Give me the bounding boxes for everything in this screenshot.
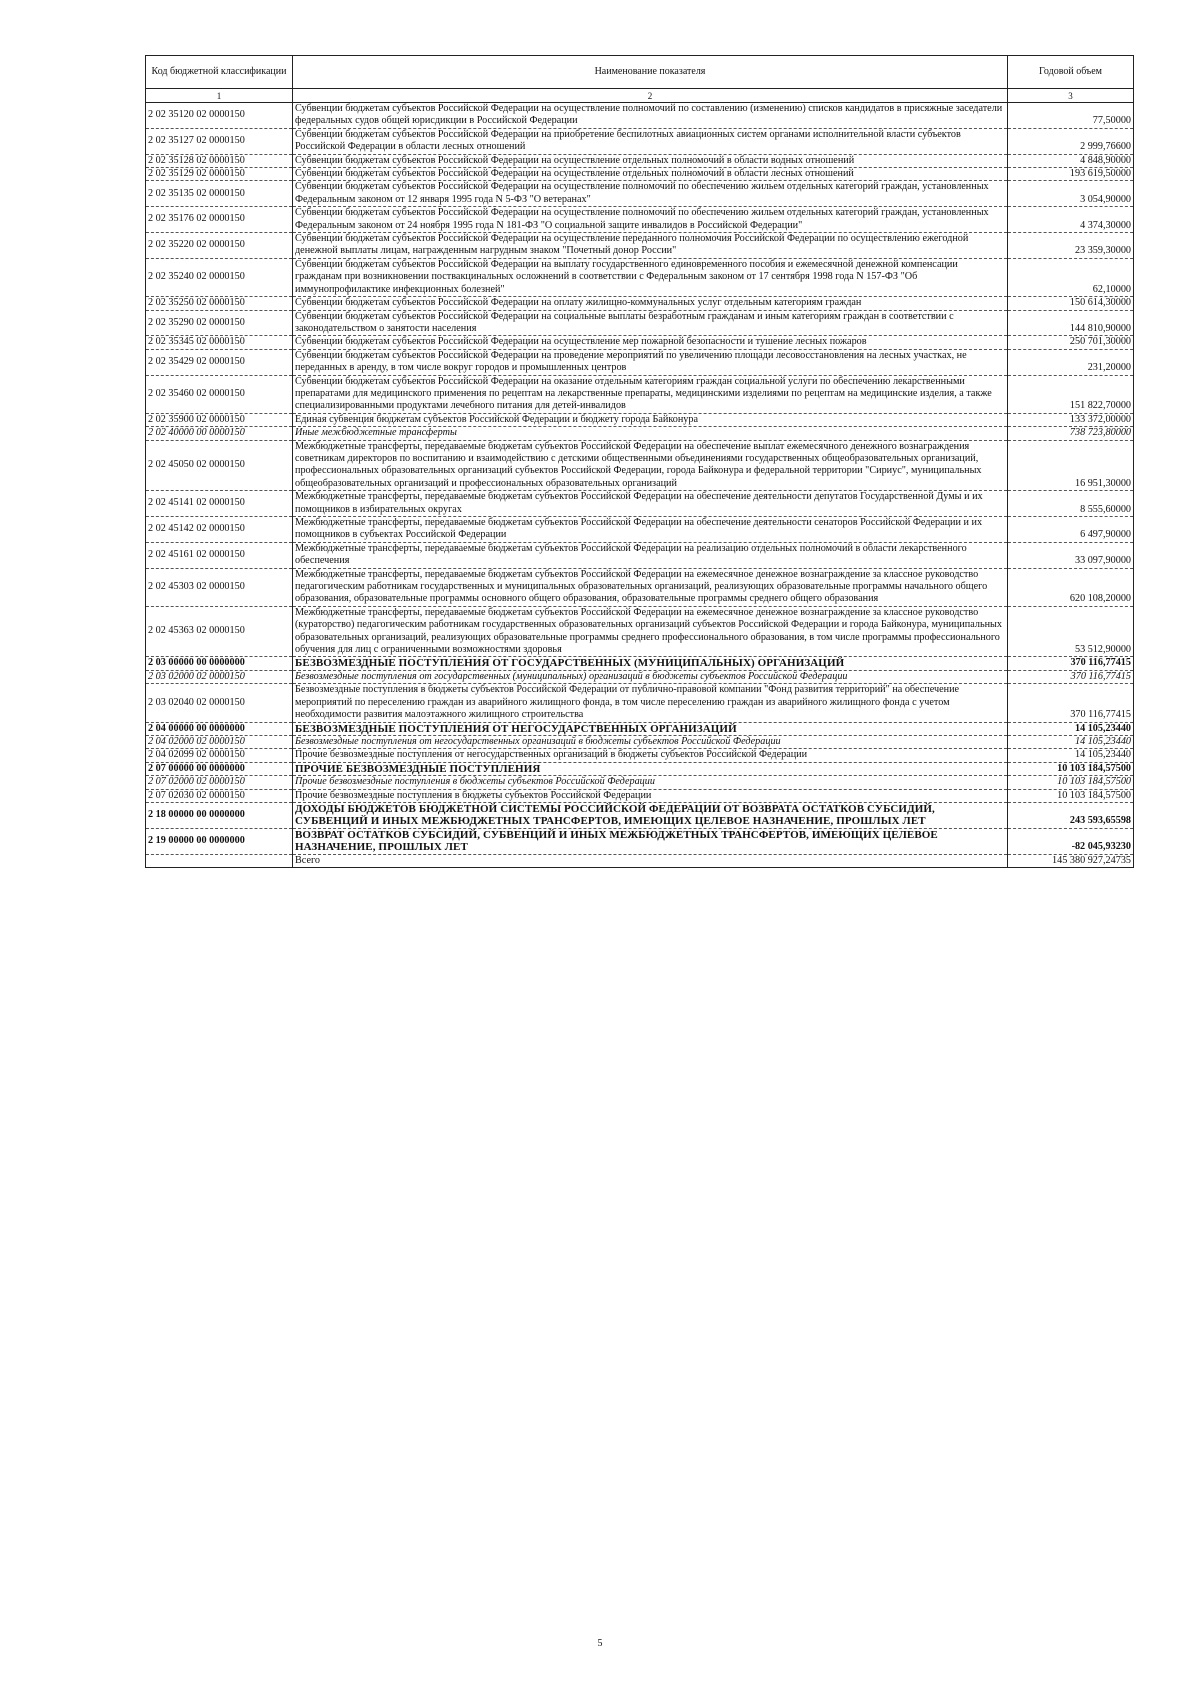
name-cell: Всего (293, 854, 1008, 867)
amount-cell: 53 512,90000 (1008, 606, 1134, 657)
table-row (146, 517, 1134, 543)
name-cell: Субвенции бюджетам субъектов Российской Федерации на осуществление полномочий по обеспечению жильем отдельных категорий граждан, установленных Федеральным законом от 12 января 1995 года N 5-ФЗ "О ветеранах" (293, 181, 1008, 207)
name-cell: Прочие безвозмездные поступления от негосударственных организаций в бюджеты субъектов Российской Федерации (293, 749, 1008, 762)
table-row (146, 789, 1134, 802)
amount-cell: 23 359,30000 (1008, 233, 1134, 259)
amount-cell: 4 374,30000 (1008, 207, 1134, 233)
name-cell: Субвенции бюджетам субъектов Российской Федерации на осуществление переданного полномочия Российской Федерации по осуществлению ежегодной денежной выплаты лицам, награжденным нагрудным знаком "Почетный донор России" (293, 233, 1008, 259)
amount-cell: 3 054,90000 (1008, 181, 1134, 207)
code-cell: 2 02 35460 02 0000150 (146, 375, 293, 413)
table-row (146, 684, 1134, 722)
table-row (146, 828, 1134, 854)
table-row (146, 258, 1134, 296)
code-cell: 2 02 45303 02 0000150 (146, 568, 293, 606)
amount-cell: 10 103 184,57500 (1008, 762, 1134, 775)
code-cell: 2 02 35128 02 0000150 (146, 154, 293, 167)
code-cell: 2 02 45363 02 0000150 (146, 606, 293, 657)
table-row (146, 349, 1134, 375)
amount-cell: 620 108,20000 (1008, 568, 1134, 606)
name-cell: ДОХОДЫ БЮДЖЕТОВ БЮДЖЕТНОЙ СИСТЕМЫ РОССИЙСКОЙ ФЕДЕРАЦИИ ОТ ВОЗВРАТА ОСТАТКОВ СУБСИДИЙ, СУБВЕНЦИЙ И ИНЫХ МЕЖБЮДЖЕТНЫХ ТРАНСФЕРТОВ, ИМЕЮЩИХ ЦЕЛЕВОЕ НАЗНАЧЕНИЕ, ПРОШЛЫХ ЛЕТ (293, 802, 1008, 828)
code-cell: 2 04 02000 02 0000150 (146, 735, 293, 748)
name-cell: Субвенции бюджетам субъектов Российской Федерации на осуществление отдельных полномочий в области водных отношений (293, 154, 1008, 167)
table-row (146, 606, 1134, 657)
column-number-3: 3 (1008, 89, 1134, 103)
budget-table (145, 55, 1134, 868)
header-amount: Годовой объем (1008, 56, 1134, 89)
code-cell: 2 03 02000 02 0000150 (146, 670, 293, 683)
amount-cell: 243 593,65598 (1008, 802, 1134, 828)
budget-sheet (145, 55, 1133, 868)
table-row (146, 568, 1134, 606)
code-cell: 2 02 35345 02 0000150 (146, 336, 293, 349)
code-cell: 2 02 35129 02 0000150 (146, 168, 293, 181)
name-cell: Субвенции бюджетам субъектов Российской Федерации на приобретение беспилотных авиационных систем органами исполнительной власти субъектов Российской Федерации в области лесных отношений (293, 128, 1008, 154)
table-row (146, 802, 1134, 828)
table-row (146, 776, 1134, 789)
amount-cell: 16 951,30000 (1008, 440, 1134, 491)
table-row (146, 154, 1134, 167)
amount-cell: 133 372,00000 (1008, 413, 1134, 426)
name-cell: ПРОЧИЕ БЕЗВОЗМЕЗДНЫЕ ПОСТУПЛЕНИЯ (293, 762, 1008, 775)
code-cell: 2 03 00000 00 0000000 (146, 657, 293, 670)
column-number-1: 1 (146, 89, 293, 103)
code-cell: 2 02 35900 02 0000150 (146, 413, 293, 426)
code-cell: 2 02 35290 02 0000150 (146, 310, 293, 336)
code-cell: 2 03 02040 02 0000150 (146, 684, 293, 722)
table-row (146, 491, 1134, 517)
name-cell: ВОЗВРАТ ОСТАТКОВ СУБСИДИЙ, СУБВЕНЦИЙ И ИНЫХ МЕЖБЮДЖЕТНЫХ ТРАНСФЕРТОВ, ИМЕЮЩИХ ЦЕЛЕВОЕ НАЗНАЧЕНИЕ, ПРОШЛЫХ ЛЕТ (293, 828, 1008, 854)
table-row (146, 749, 1134, 762)
amount-cell: 370 116,77415 (1008, 684, 1134, 722)
table-row (146, 128, 1134, 154)
name-cell: Субвенции бюджетам субъектов Российской Федерации на осуществление отдельных полномочий в области лесных отношений (293, 168, 1008, 181)
amount-cell: 33 097,90000 (1008, 542, 1134, 568)
table-row (146, 103, 1134, 129)
code-cell: 2 07 00000 00 0000000 (146, 762, 293, 775)
amount-cell: -82 045,93230 (1008, 828, 1134, 854)
amount-cell: 370 116,77415 (1008, 670, 1134, 683)
table-row (146, 427, 1134, 440)
amount-cell: 193 619,50000 (1008, 168, 1134, 181)
name-cell: Межбюджетные трансферты, передаваемые бюджетам субъектов Российской Федерации на реализацию отдельных полномочий в области лекарственного обеспечения (293, 542, 1008, 568)
table-row (146, 735, 1134, 748)
amount-cell: 14 105,23440 (1008, 735, 1134, 748)
code-cell: 2 02 35429 02 0000150 (146, 349, 293, 375)
name-cell: Субвенции бюджетам субъектов Российской Федерации на оказание отдельным категориям граждан социальной услуги по обеспечению лекарственными препаратами для медицинского применения по рецептам на лекарственные препараты, медицинскими изделиями по рецептам на медицинские изделия, а также специализированными продуктами лечебного питания для детей-инвалидов (293, 375, 1008, 413)
amount-cell: 231,20000 (1008, 349, 1134, 375)
header-name: Наименование показателя (293, 56, 1008, 89)
table-row (146, 413, 1134, 426)
amount-cell: 4 848,90000 (1008, 154, 1134, 167)
table-row (146, 207, 1134, 233)
name-cell: Субвенции бюджетам субъектов Российской Федерации на осуществление полномочий по составлению (изменению) списков кандидатов в присяжные заседатели федеральных судов общей юрисдикции в Российской Федерации (293, 103, 1008, 129)
table-row (146, 310, 1134, 336)
code-cell: 2 04 02099 02 0000150 (146, 749, 293, 762)
name-cell: Межбюджетные трансферты, передаваемые бюджетам субъектов Российской Федерации на обеспечение деятельности депутатов Государственной Думы и их помощников в избирательных округах (293, 491, 1008, 517)
table-row (146, 657, 1134, 670)
page-number: 5 (597, 1638, 603, 1649)
code-cell: 2 02 35176 02 0000150 (146, 207, 293, 233)
amount-cell: 62,10000 (1008, 258, 1134, 296)
name-cell: Безвозмездные поступления от государственных (муниципальных) организаций в бюджеты субъектов Российской Федерации (293, 670, 1008, 683)
amount-cell: 151 822,70000 (1008, 375, 1134, 413)
name-cell: Прочие безвозмездные поступления в бюджеты субъектов Российской Федерации (293, 789, 1008, 802)
code-cell: 2 07 02000 02 0000150 (146, 776, 293, 789)
name-cell: Субвенции бюджетам субъектов Российской Федерации на оплату жилищно-коммунальных услуг отдельным категориям граждан (293, 297, 1008, 310)
name-cell: Единая субвенция бюджетам субъектов Российской Федерации и бюджету города Байконура (293, 413, 1008, 426)
amount-cell: 370 116,77415 (1008, 657, 1134, 670)
table-row (146, 297, 1134, 310)
code-cell: 2 07 02030 02 0000150 (146, 789, 293, 802)
table-header-row (146, 56, 1134, 89)
name-cell: Межбюджетные трансферты, передаваемые бюджетам субъектов Российской Федерации на ежемесячное денежное вознаграждение за классное руководство педагогическим работникам государственных и муниципальных образовательных организаций, реализующих образовательные программы начального общего образования, образовательные программы основного общего образования, образовательные программы среднего общего образования (293, 568, 1008, 606)
code-cell: 2 04 00000 00 0000000 (146, 722, 293, 735)
table-row (146, 762, 1134, 775)
table-row (146, 854, 1134, 867)
amount-cell: 738 723,80000 (1008, 427, 1134, 440)
name-cell: Прочие безвозмездные поступления в бюджеты субъектов Российской Федерации (293, 776, 1008, 789)
amount-cell: 6 497,90000 (1008, 517, 1134, 543)
name-cell: Субвенции бюджетам субъектов Российской Федерации на осуществление мер пожарной безопасности и тушение лесных пожаров (293, 336, 1008, 349)
name-cell: Безвозмездные поступления в бюджеты субъектов Российской Федерации от публично-правовой компании "Фонд развития территорий" на обеспечение мероприятий по переселению граждан из аварийного жилищного фонда, в том числе переселению граждан из аварийного жилищного фонда с учетом необходимости развития малоэтажного жилищного строительства (293, 684, 1008, 722)
table-row (146, 336, 1134, 349)
table-row (146, 233, 1134, 259)
code-cell: 2 02 45050 02 0000150 (146, 440, 293, 491)
header-code: Код бюджетной классификации (146, 56, 293, 89)
column-number-2: 2 (293, 89, 1008, 103)
table-row (146, 181, 1134, 207)
name-cell: Субвенции бюджетам субъектов Российской Федерации на проведение мероприятий по увеличению площади лесовосстановления на лесных участках, не переданных в аренду, в том числе вокруг городов и промышленных центров (293, 349, 1008, 375)
name-cell: Межбюджетные трансферты, передаваемые бюджетам субъектов Российской Федерации на ежемесячное денежное вознаграждение за классное руководство (кураторство) педагогическим работникам государственных образовательных организаций субъектов Российской Федерации и города Байконура, муниципальных образовательных организаций, реализующих образовательные программы среднего профессионального образования, в том числе программы профессионального обучения для лиц с ограниченными возможностями здоровья (293, 606, 1008, 657)
name-cell: БЕЗВОЗМЕЗДНЫЕ ПОСТУПЛЕНИЯ ОТ НЕГОСУДАРСТВЕННЫХ ОРГАНИЗАЦИЙ (293, 722, 1008, 735)
code-cell: 2 02 45141 02 0000150 (146, 491, 293, 517)
table-row (146, 375, 1134, 413)
code-cell: 2 02 35135 02 0000150 (146, 181, 293, 207)
code-cell: 2 18 00000 00 0000000 (146, 802, 293, 828)
table-row (146, 542, 1134, 568)
code-cell: 2 02 45142 02 0000150 (146, 517, 293, 543)
table-row (146, 168, 1134, 181)
name-cell: Межбюджетные трансферты, передаваемые бюджетам субъектов Российской Федерации на обеспечение выплат ежемесячного денежного вознаграждения советникам директоров по воспитанию и взаимодействию с детскими общественными объединениями государственных общеобразовательных организаций, профессиональных образовательных организаций субъектов Российской Федерации, города Байконура и федеральной территории "Сириус", муниципальных общеобразовательных организаций и профессиональных образовательных организаций (293, 440, 1008, 491)
amount-cell: 250 701,30000 (1008, 336, 1134, 349)
table-row (146, 670, 1134, 683)
name-cell: Субвенции бюджетам субъектов Российской Федерации на осуществление полномочий по обеспечению жильем отдельных категорий граждан, установленных Федеральным законом от 24 ноября 1995 года N 181-ФЗ "О социальной защите инвалидов в Российской Федерации" (293, 207, 1008, 233)
amount-cell: 145 380 927,24735 (1008, 854, 1134, 867)
amount-cell: 150 614,30000 (1008, 297, 1134, 310)
name-cell: Субвенции бюджетам субъектов Российской Федерации на социальные выплаты безработным гражданам и иным категориям граждан в соответствии с законодательством о занятости населения (293, 310, 1008, 336)
table-body (146, 103, 1134, 868)
amount-cell: 144 810,90000 (1008, 310, 1134, 336)
table-column-numbers-row (146, 89, 1134, 103)
amount-cell: 10 103 184,57500 (1008, 776, 1134, 789)
code-cell (146, 854, 293, 867)
amount-cell: 77,50000 (1008, 103, 1134, 129)
amount-cell: 14 105,23440 (1008, 722, 1134, 735)
amount-cell: 14 105,23440 (1008, 749, 1134, 762)
code-cell: 2 02 35250 02 0000150 (146, 297, 293, 310)
name-cell: БЕЗВОЗМЕЗДНЫЕ ПОСТУПЛЕНИЯ ОТ ГОСУДАРСТВЕННЫХ (МУНИЦИПАЛЬНЫХ) ОРГАНИЗАЦИЙ (293, 657, 1008, 670)
amount-cell: 10 103 184,57500 (1008, 789, 1134, 802)
amount-cell: 2 999,76600 (1008, 128, 1134, 154)
code-cell: 2 02 35220 02 0000150 (146, 233, 293, 259)
name-cell: Иные межбюджетные трансферты (293, 427, 1008, 440)
code-cell: 2 02 45161 02 0000150 (146, 542, 293, 568)
name-cell: Межбюджетные трансферты, передаваемые бюджетам субъектов Российской Федерации на обеспечение деятельности сенаторов Российской Федерации и их помощников в субъектах Российской Федерации (293, 517, 1008, 543)
table-row (146, 722, 1134, 735)
code-cell: 2 02 35120 02 0000150 (146, 103, 293, 129)
name-cell: Субвенции бюджетам субъектов Российской Федерации на выплату государственного единовременного пособия и ежемесячной денежной компенсации гражданам при возникновении поствакцинальных осложнений в соответствии с Федеральным законом от 17 сентября 1998 года N 157-ФЗ "Об иммунопрофилактике инфекционных болезней" (293, 258, 1008, 296)
code-cell: 2 02 40000 00 0000150 (146, 427, 293, 440)
name-cell: Безвозмездные поступления от негосударственных организаций в бюджеты субъектов Российской Федерации (293, 735, 1008, 748)
code-cell: 2 19 00000 00 0000000 (146, 828, 293, 854)
table-row (146, 440, 1134, 491)
code-cell: 2 02 35240 02 0000150 (146, 258, 293, 296)
code-cell: 2 02 35127 02 0000150 (146, 128, 293, 154)
amount-cell: 8 555,60000 (1008, 491, 1134, 517)
